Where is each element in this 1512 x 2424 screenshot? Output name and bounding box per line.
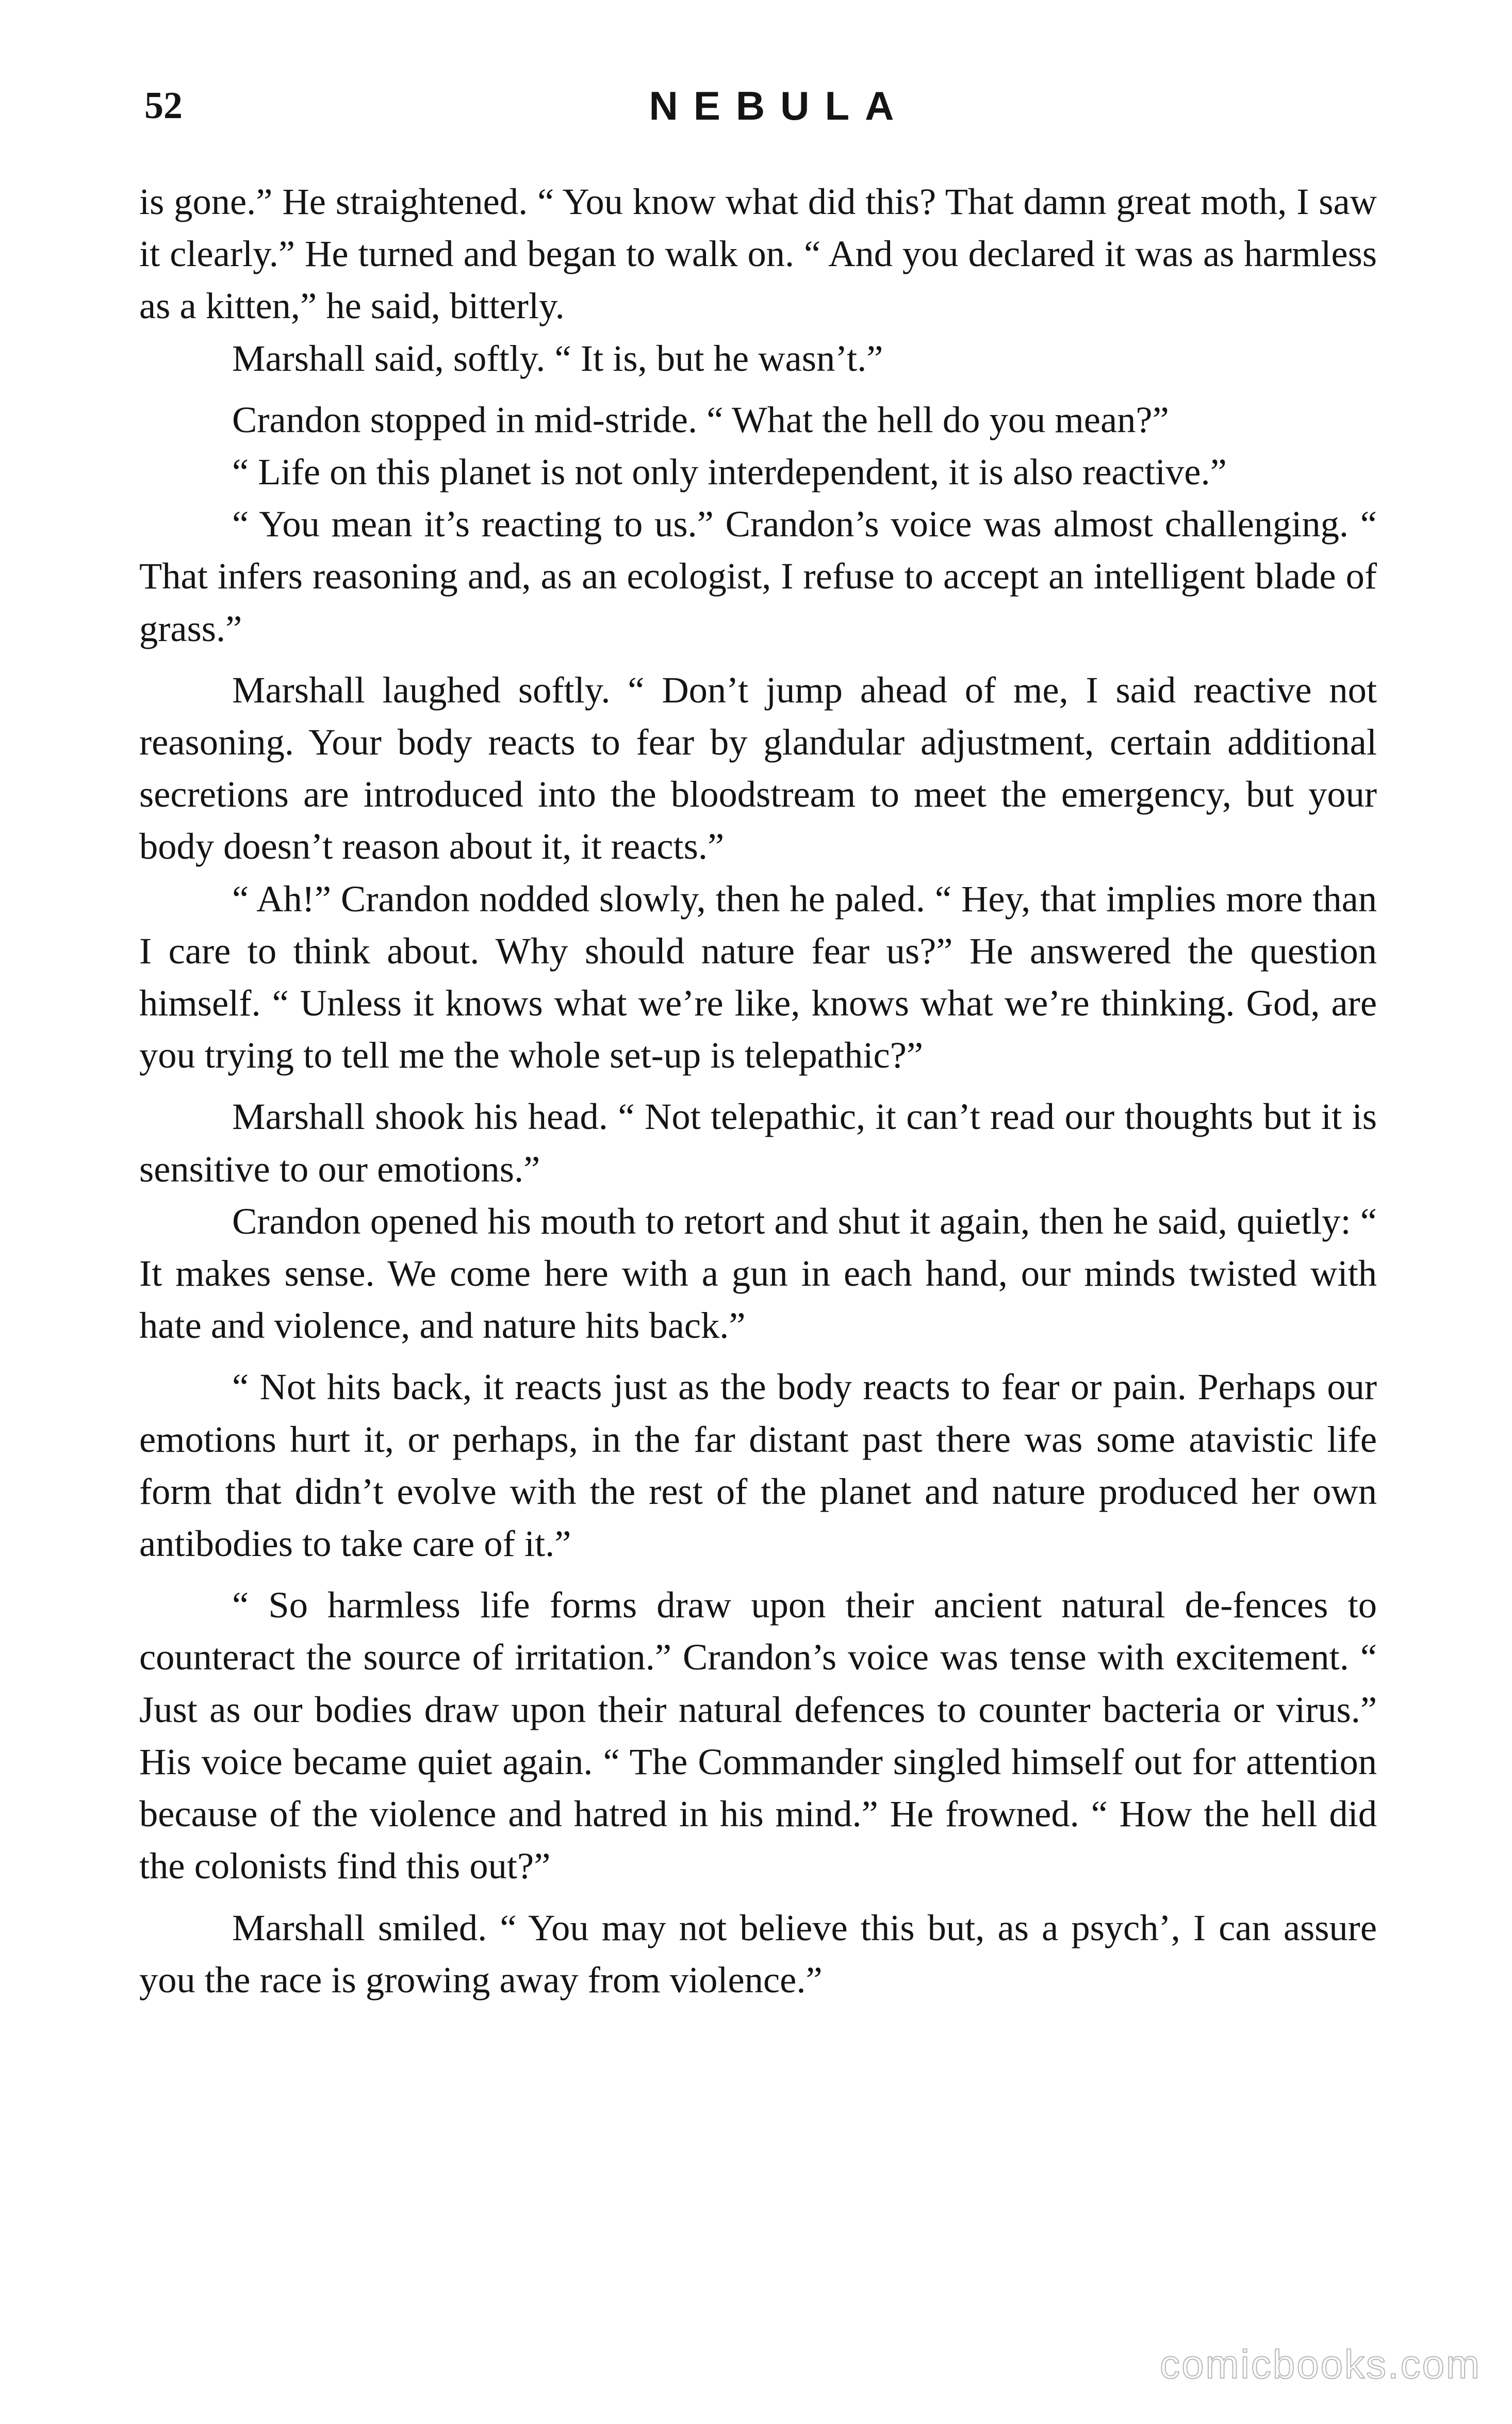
paragraph: Marshall smiled. “ You may not believe this but, as a psych’, I can assure you the race is growing away from violence.” <box>139 1906 1377 2001</box>
paragraph: Crandon opened his mouth to retort and shut it again, then he said, quietly: “ It makes sense. We come here with a gun in each hand, our minds twisted with hate and violence, and nature hits back.” <box>139 1200 1377 1347</box>
page-number: 52 <box>144 85 183 127</box>
paragraph: is gone.” He straightened. “ You know what did this? That damn great moth, I saw it clearly.” He turned and began to walk on. “ And you declared it was as harmless as a kitten,” he said, bitterly. <box>139 181 1377 327</box>
paragraph: “ You mean it’s reacting to us.” Crandon’s voice was almost challenging. “ That infers reasoning and, as an ecologist, I refuse to accept an intelligent blade of grass.” <box>139 503 1377 649</box>
body-text <box>139 175 1377 2006</box>
paragraph: Marshall laughed softly. “ Don’t jump ahead of me, I said reactive not reasoning. Your body reacts to fear by glandular adjustment, certain additional secretions are introduced into the bloodstream to meet the emergency, but your body doesn’t reason about it, it reacts.” <box>139 668 1377 867</box>
paragraph: “ Not hits back, it reacts just as the body reacts to fear or pain. Perhaps our emotions hurt it, or perhaps, in the far distant past there was some atavistic life form that didn’t evolve with the rest of the planet and nature produced her own antibodies to take care of it.” <box>139 1366 1377 1565</box>
paragraph: Marshall said, softly. “ It is, but he wasn’t.” <box>232 337 883 379</box>
paragraph: “ Ah!” Crandon nodded slowly, then he paled. “ Hey, that implies more than I care to think about. Why should nature fear us?” He answered the question himself. “ Unless it knows what we’re like, knows what we’re thinking. God, are you trying to tell me the whole set-up is telepathic?” <box>139 877 1377 1076</box>
paragraph: Crandon stopped in mid-stride. “ What the hell do you mean?” <box>232 398 1169 440</box>
page-header <box>144 77 1383 134</box>
watermark: comicbooks.com <box>1160 2341 1481 2387</box>
paragraph: “ So harmless life forms draw upon their ancient natural de-fences to counteract the source of irritation.” Crandon’s voice was tense with excitement. “ Just as our bodies draw upon their natural defences to counter bacteria or virus.” His voice became quiet again. “ The Commander singled himself out for attention because of the violence and hatred in his mind.” He frowned. “ How the hell did the colonists find this out?” <box>139 1584 1377 1887</box>
running-head: NEBULA <box>649 83 910 128</box>
paragraph: “ Life on this planet is not only interdependent, it is also reactive.” <box>232 451 1227 493</box>
paragraph: Marshall shook his head. “ Not telepathic, it can’t read our thoughts but it is sensitive to our emotions.” <box>139 1095 1377 1190</box>
